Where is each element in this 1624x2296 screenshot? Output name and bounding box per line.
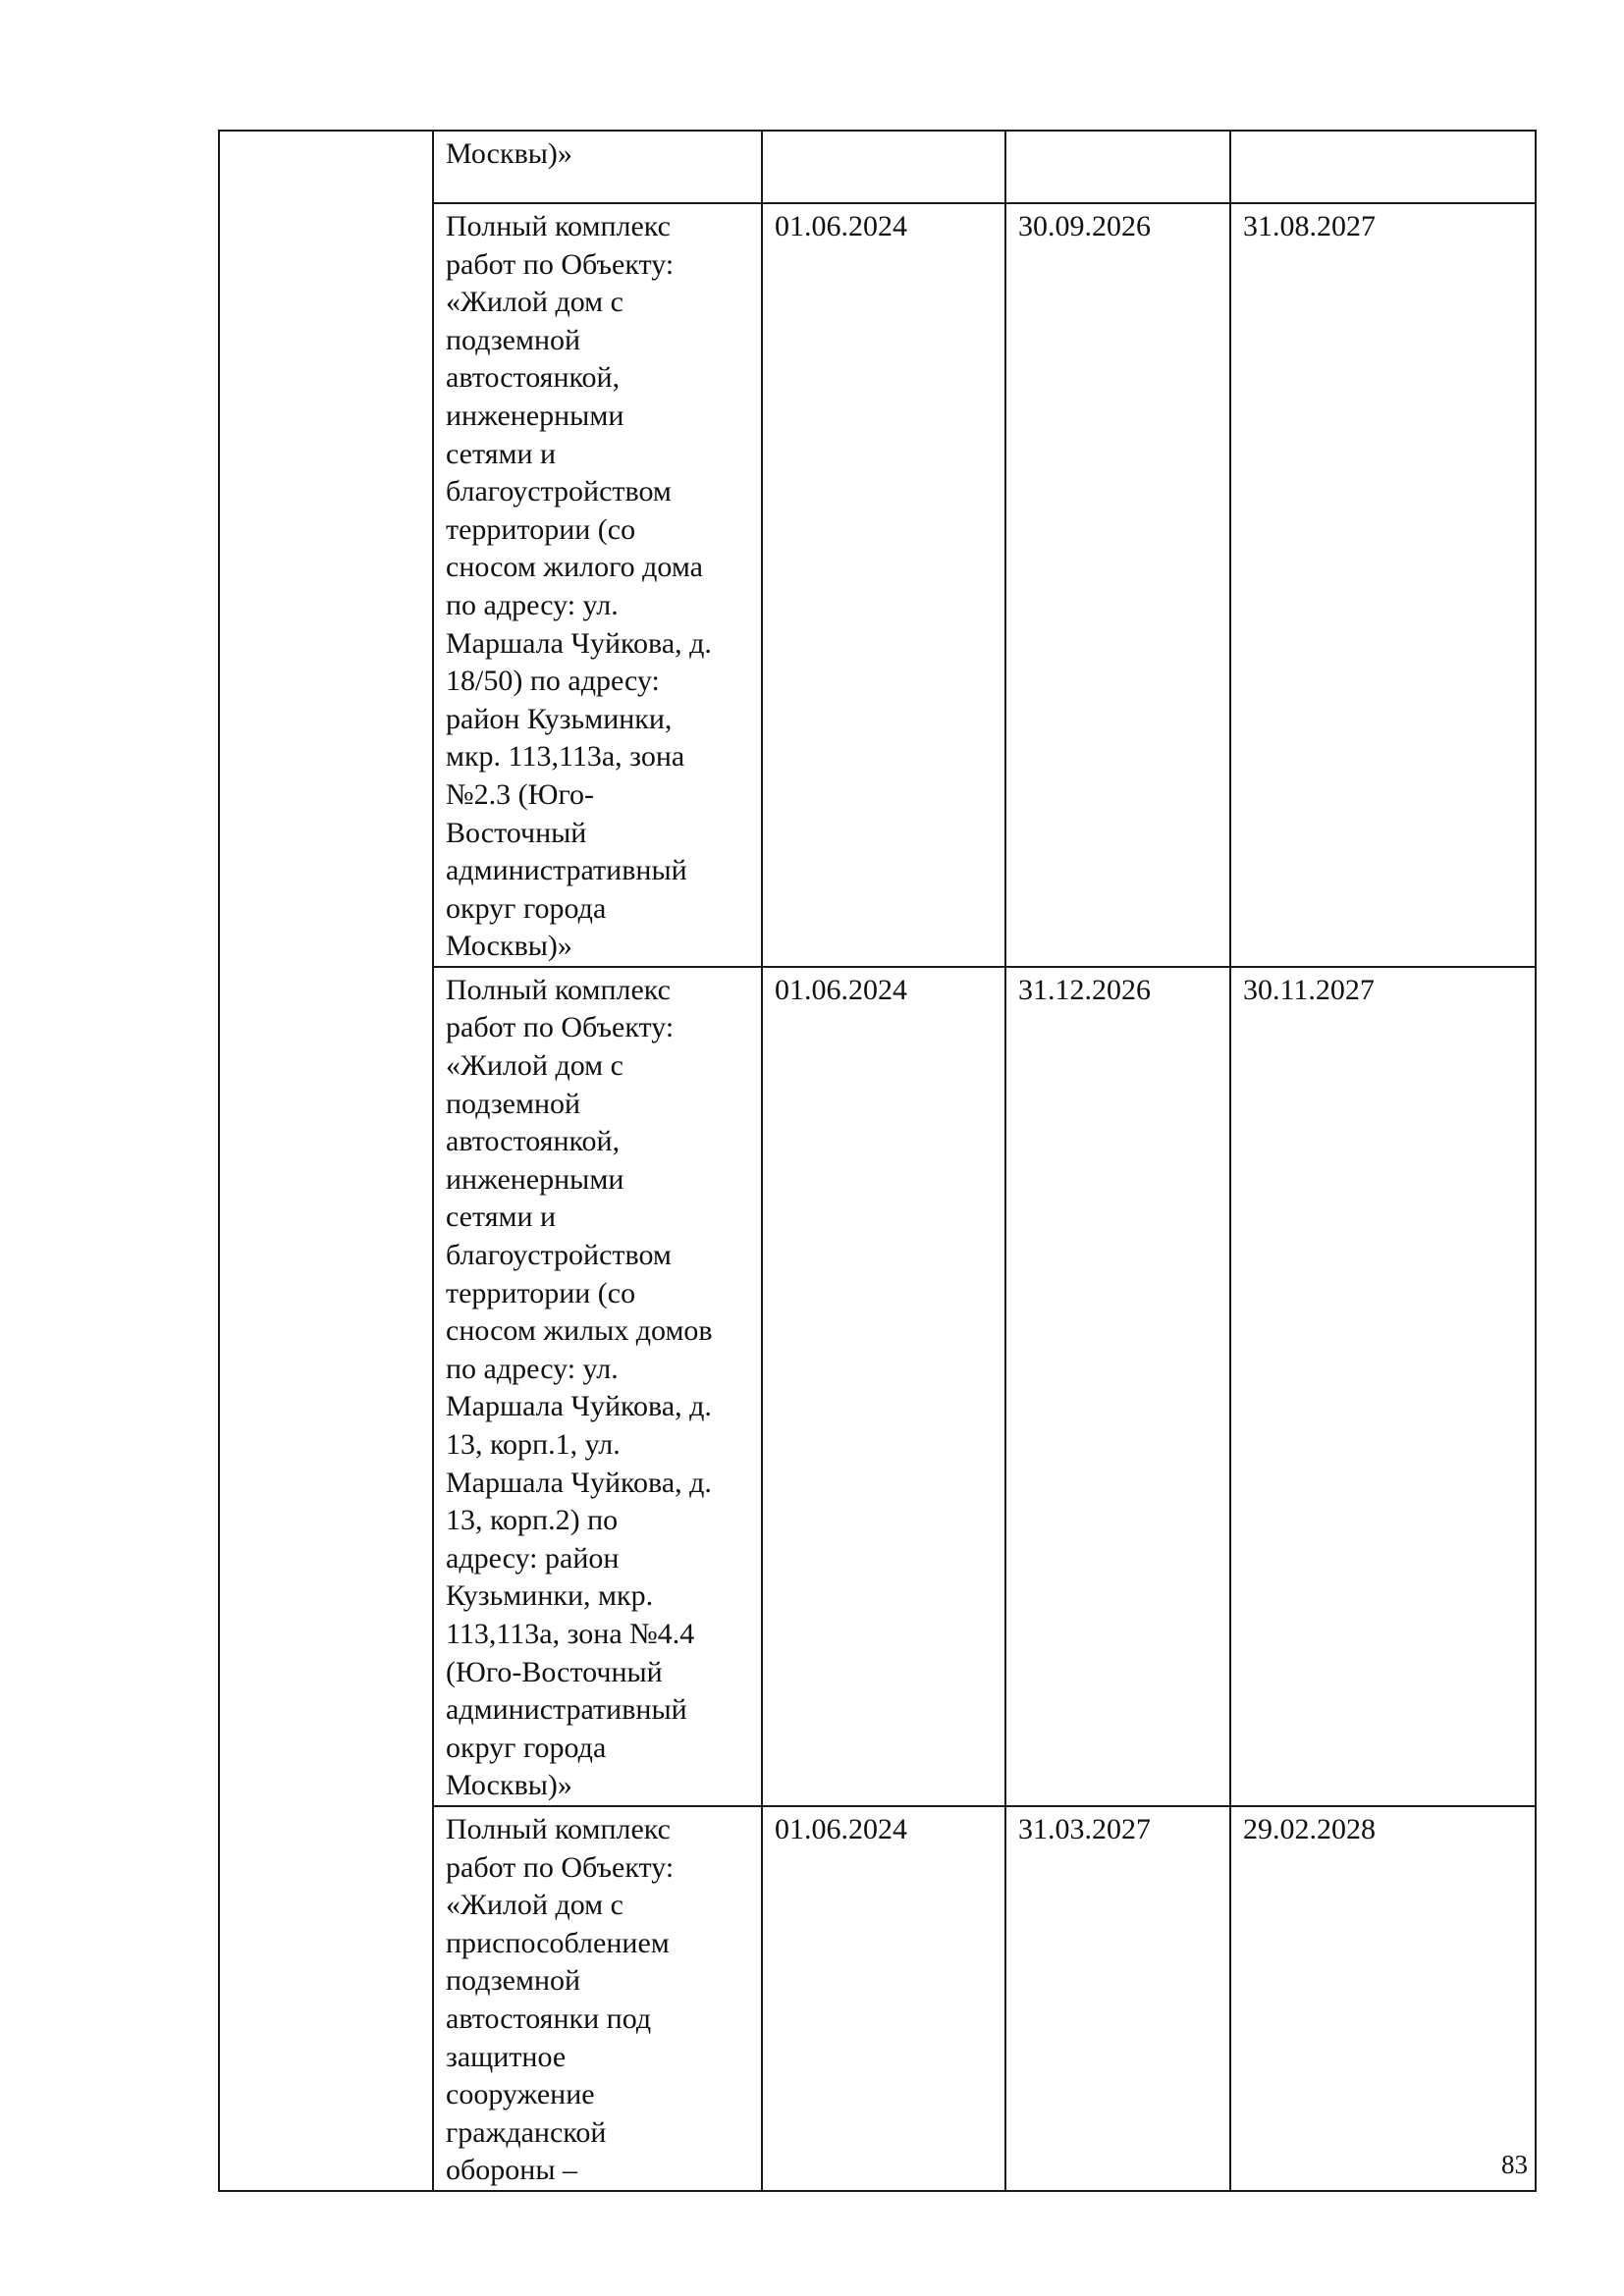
end-date-cell: 31.08.2027 [1230, 203, 1536, 967]
object-description-cell: Полный комплекс работ по Объекту: «Жилой дом с приспособлением подземной автостоянки под защитное сооружение гражданской обороны – [433, 1806, 762, 2191]
end-date-cell [1230, 131, 1536, 203]
page-number: 83 [1501, 2150, 1528, 2179]
object-description-cell: Полный комплекс работ по Объекту: «Жилой дом с подземной автостоянкой, инженерными сетями и благоустройством территории (со сносом жилых домов по адресу: ул. Маршала Чуйкова, д. 13, корп.1, ул. Маршала Чуйкова, д. 13, корп.2) по адресу: район Кузьминки, мкр. 113,113а, зона №4.4 (Юго-Восточный административный округ города Москвы)» [433, 967, 762, 1806]
end-date-cell: 29.02.2028 [1230, 1806, 1536, 2191]
table-row [219, 131, 1536, 203]
start-date-cell [762, 131, 1005, 203]
start-date-cell: 01.06.2024 [762, 1806, 1005, 2191]
completion-date-cell [1005, 131, 1230, 203]
end-date-cell: 30.11.2027 [1230, 967, 1536, 1806]
object-description-cell: Полный комплекс работ по Объекту: «Жилой дом с подземной автостоянкой, инженерными сетями и благоустройством территории (со сносом жилого дома по адресу: ул. Маршала Чуйкова, д. 18/50) по адресу: район Кузьминки, мкр. 113,113а, зона №2.3 (Юго- Восточный административный округ города Москвы)» [433, 203, 762, 967]
completion-date-cell: 31.03.2027 [1005, 1806, 1230, 2191]
schedule-table [218, 130, 1537, 2192]
start-date-cell: 01.06.2024 [762, 203, 1005, 967]
completion-date-cell: 30.09.2026 [1005, 203, 1230, 967]
first-column-cell [219, 131, 433, 2191]
completion-date-cell: 31.12.2026 [1005, 967, 1230, 1806]
object-description-cell: Москвы)» [433, 131, 762, 203]
start-date-cell: 01.06.2024 [762, 967, 1005, 1806]
